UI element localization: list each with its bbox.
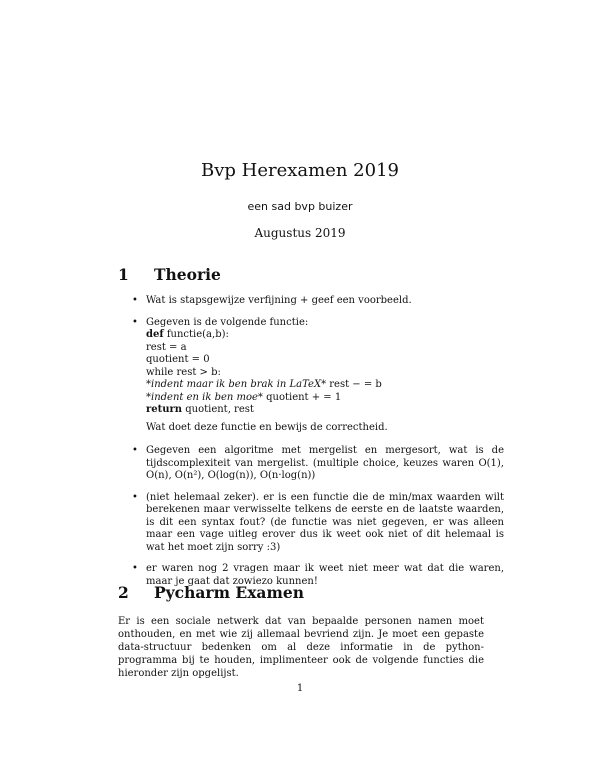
document-author: een sad bvp buizer xyxy=(247,200,353,213)
code-text: rest − = b xyxy=(326,379,382,390)
list-item xyxy=(132,317,504,435)
italic-note: *indent en ik ben moe* xyxy=(146,391,263,403)
section-heading-theorie xyxy=(118,265,221,284)
list-item xyxy=(132,492,504,555)
section-title: Pycharm Examen xyxy=(154,583,305,602)
page-number: 1 xyxy=(296,683,304,694)
list-item-text: (niet helemaal zeker). er is een functie die de min/max waarden wilt berekenen maar verwisselte telkens de eerste en de laatste waarden, is dit een syntax fout? (de functie was niet gegeven, er was alleen maar een vage uitleg erover dus ik weet ook niet of dit helemaal is wat het moet zijn sorry :3) xyxy=(146,491,504,553)
section-number: 1 xyxy=(118,265,129,284)
list-item-text: er waren nog 2 vragen maar ik weet niet meer wat dat die waren, maar je gaat dat zowiezo kunnen! xyxy=(146,563,504,587)
list-item xyxy=(132,295,504,308)
code-block xyxy=(146,329,504,417)
code-line: while rest > b: xyxy=(146,366,221,378)
code-line xyxy=(146,404,504,417)
code-line xyxy=(146,379,504,392)
theorie-list xyxy=(132,295,504,588)
section-title: Theorie xyxy=(154,265,221,284)
function-question: Wat doet deze functie en bewijs de correctheid. xyxy=(146,421,388,433)
code-text: functie(a,b): xyxy=(163,329,229,340)
section-paragraph: Er is een sociale netwerk dat van bepaalde personen namen moet onthouden, en met wie zij allemaal bevriend zijn. Je moet een gepaste data-structuur bedenken om al deze informatie in de python-programma bij te houden, implimenteer ook de volgende functies die hieronder zijn opgelijst. xyxy=(118,616,484,679)
document-date: Augustus 2019 xyxy=(254,226,346,240)
section-number: 2 xyxy=(118,583,129,602)
code-line: quotient = 0 xyxy=(146,354,210,365)
keyword: def xyxy=(146,329,164,340)
code-line: rest = a xyxy=(146,341,187,353)
section-heading-pycharm xyxy=(118,583,304,602)
list-item-text: Wat is stapsgewijze verfijning + geef een voorbeeld. xyxy=(146,295,412,306)
list-item-text: Gegeven een algoritme met mergelist en mergesort, wat is de tijdscomplexiteit van mergelist. (multiple choice, keuzes waren O(1), O(n), O(n²), O(log(n)), O(n·log(n)) xyxy=(146,445,504,481)
code-line xyxy=(146,392,504,405)
code-text: quotient, rest xyxy=(182,404,254,415)
italic-note: *indent maar ik ben brak in LaTeX* xyxy=(146,379,327,390)
function-intro: • Gegeven is de volgende functie: xyxy=(146,316,309,328)
code-text: quotient + = 1 xyxy=(262,391,342,403)
document-title: Bvp Herexamen 2019 xyxy=(201,160,399,181)
keyword: return xyxy=(146,404,183,415)
code-line xyxy=(146,329,504,342)
list-item xyxy=(132,445,504,483)
